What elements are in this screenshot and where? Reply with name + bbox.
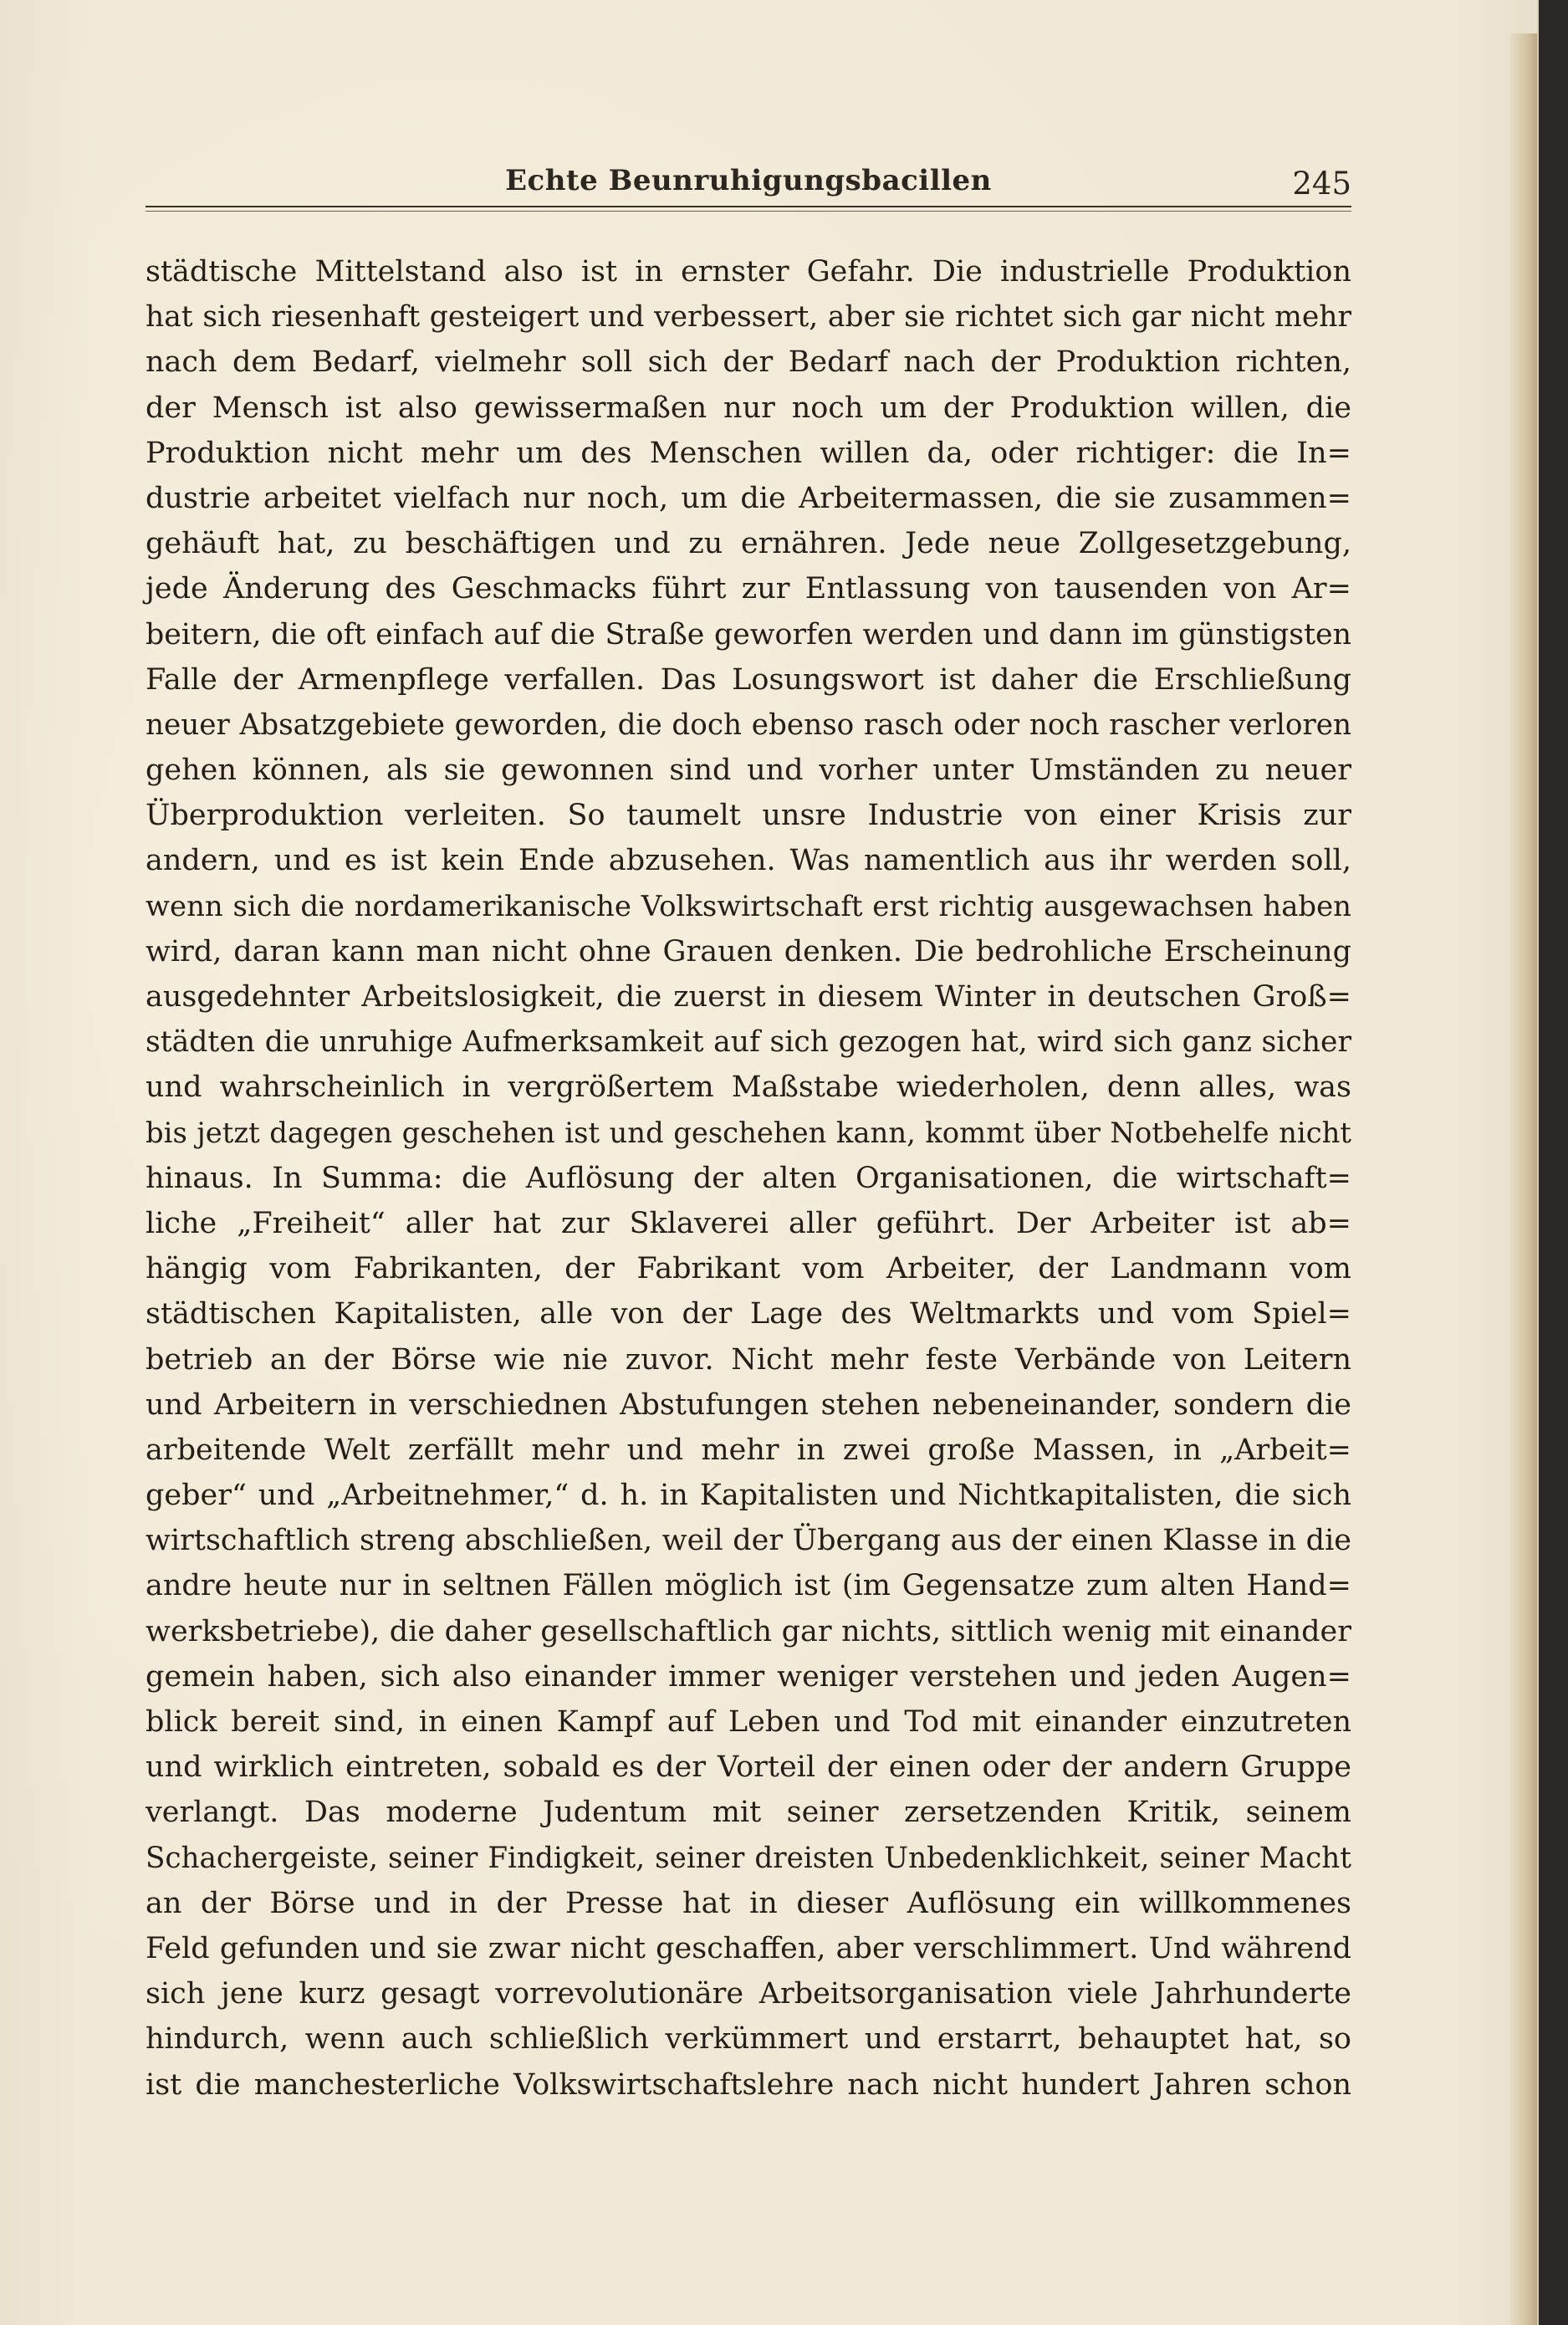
- text-line: wenn sich die nordamerikanische Volkswirtschaft erst richtig ausgewachsen haben: [146, 889, 1351, 922]
- text-line: ist die manchesterliche Volkswirtschaftslehre nach nicht hundert Jahren schon: [146, 2067, 1351, 2102]
- text-line: dustrie arbeitet vielfach nur noch, um die Arbeitermassen, die sie zusammen=: [146, 481, 1351, 515]
- text-line: werksbetriebe), die daher gesellschaftlich gar nichts, sittlich wenig mit einander: [146, 1614, 1351, 1648]
- page-header: [146, 156, 1351, 214]
- text-line: neuer Absatzgebiete geworden, die doch ebenso rasch oder noch rascher verloren: [146, 708, 1351, 742]
- text-line: städtischen Kapitalisten, alle von der Lage des Weltmarkts und vom Spiel=: [146, 1297, 1351, 1331]
- page-number: 245: [1292, 166, 1351, 202]
- text-line: hat sich riesenhaft gesteigert und verbessert, aber sie richtet sich gar nicht mehr: [146, 300, 1351, 335]
- text-line: und Arbeitern in verschiednen Abstufungen stehen nebeneinander, sondern die: [146, 1387, 1351, 1422]
- text-line: gehen können, als sie gewonnen sind und vorher unter Umständen zu neuer: [146, 754, 1351, 788]
- text-line: gemein haben, sich also einander immer weniger verstehen und jeden Augen=: [146, 1659, 1351, 1694]
- text-line: gehäuft hat, zu beschäftigen und zu ernähren. Jede neue Zollgesetzgebung,: [146, 527, 1351, 561]
- text-line: Schachergeiste, seiner Findigkeit, seiner dreisten Unbedenklichkeit, seiner Macht: [146, 1841, 1351, 1875]
- text-line: ausgedehnter Arbeitslosigkeit, die zuerst in diesem Winter in deutschen Groß=: [146, 980, 1351, 1014]
- page-edge: [1510, 33, 1537, 2325]
- text-line: und wahrscheinlich in vergrößertem Maßstabe wiederholen, denn alles, was: [146, 1071, 1351, 1105]
- text-line: bis jetzt dagegen geschehen ist und geschehen kann, kommt über Notbehelfe nicht: [146, 1116, 1351, 1149]
- text-line: geber“ und „Arbeitnehmer,“ d. h. in Kapitalisten und Nichtkapitalisten, die sich: [146, 1479, 1351, 1513]
- text-line: andre heute nur in seltnen Fällen möglich ist (im Gegensatze zum alten Hand=: [146, 1569, 1351, 1603]
- header-rule: [146, 206, 1351, 207]
- text-line: Überproduktion verleiten. So taumelt unsre Industrie von einer Krisis zur: [146, 799, 1351, 833]
- text-line: sich jene kurz gesagt vorrevolutionäre Arbeitsorganisation viele Jahrhunderte: [146, 1977, 1351, 2011]
- text-line: Produktion nicht mehr um des Menschen willen da, oder richtiger: die In=: [146, 436, 1351, 470]
- header-rule-thin: [146, 211, 1351, 212]
- text-line: der Mensch ist also gewissermaßen nur noch um der Produktion willen, die: [146, 391, 1351, 425]
- text-line: städten die unruhige Aufmerksamkeit auf sich gezogen hat, wird sich ganz sicher: [146, 1025, 1351, 1060]
- text-line: und wirklich eintreten, sobald es der Vorteil der einen oder der andern Gruppe: [146, 1750, 1351, 1785]
- text-line: wird, daran kann man nicht ohne Grauen denken. Die bedrohliche Erscheinung: [146, 934, 1351, 968]
- text-line: wirtschaftlich streng abschließen, weil der Übergang aus der einen Klasse in die: [146, 1524, 1351, 1558]
- text-line: städtische Mittelstand also ist in ernster Gefahr. Die industrielle Produktion: [146, 255, 1351, 289]
- text-line: hinaus. In Summa: die Auflösung der alten Organisationen, die wirtschaft=: [146, 1161, 1351, 1195]
- text-line: hängig vom Fabrikanten, der Fabrikant vom Arbeiter, der Landmann vom: [146, 1252, 1351, 1286]
- text-line: blick bereit sind, in einen Kampf auf Leben und Tod mit einander einzutreten: [146, 1705, 1351, 1739]
- text-line: betrieb an der Börse wie nie zuvor. Nicht mehr feste Verbände von Leitern: [146, 1342, 1351, 1377]
- text-line: andern, und es ist kein Ende abzusehen. Was namentlich aus ihr werden soll,: [146, 844, 1351, 878]
- text-line: liche „Freiheit“ aller hat zur Sklaverei aller geführt. Der Arbeiter ist ab=: [146, 1206, 1351, 1240]
- text-line: Feld gefunden und sie zwar nicht geschaffen, aber verschlimmert. Und während: [146, 1931, 1351, 1965]
- text-line: arbeitende Welt zerfällt mehr und mehr in zwei große Massen, in „Arbeit=: [146, 1433, 1351, 1467]
- text-line: nach dem Bedarf, vielmehr soll sich der Bedarf nach der Produktion richten,: [146, 345, 1351, 380]
- text-line: hindurch, wenn auch schließlich verkümmert und erstarrt, behauptet hat, so: [146, 2022, 1351, 2057]
- body-text: [146, 249, 1351, 2108]
- text-line: verlangt. Das moderne Judentum mit seiner zersetzenden Kritik, seinem: [146, 1796, 1351, 1830]
- running-title: Echte Beunruhigungsbacillen: [505, 164, 992, 197]
- text-line: an der Börse und in der Presse hat in dieser Auflösung ein willkommenes: [146, 1886, 1351, 1920]
- text-line: Falle der Armenpflege verfallen. Das Losungswort ist daher die Erschließung: [146, 662, 1351, 697]
- text-line: jede Änderung des Geschmacks führt zur Entlassung von tausenden von Ar=: [146, 572, 1351, 606]
- text-line: beitern, die oft einfach auf die Straße geworfen werden und dann im günstigsten: [146, 617, 1351, 652]
